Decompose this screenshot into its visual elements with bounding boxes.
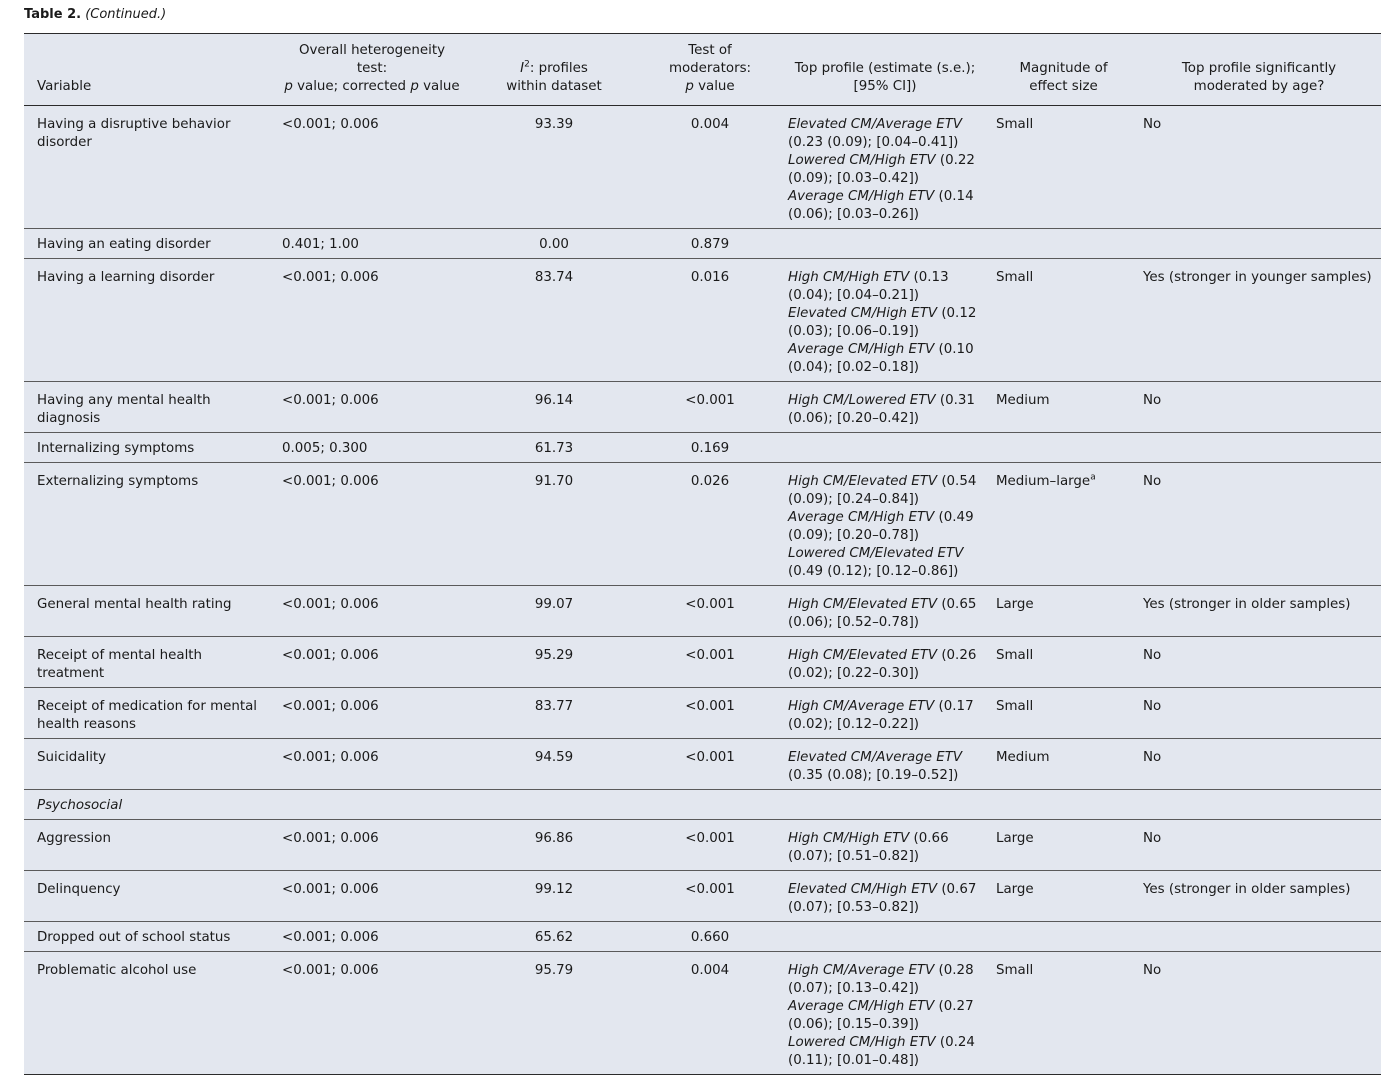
profile-entry	[788, 962, 984, 998]
cell-i2: 99.12	[534, 882, 574, 897]
header-magnitude: Magnitude of effect size	[1019, 61, 1108, 94]
header-heterogeneity: Overall heterogeneity test: p value; corrected p value	[284, 43, 460, 94]
profile-name: Lowered CM/Elevated ETV	[788, 546, 964, 561]
profile-name: High CM/Elevated ETV	[788, 474, 938, 489]
magnitude-value: Medium–large	[996, 474, 1091, 489]
cell-variable: Dropped out of school status	[37, 930, 231, 945]
cell-i2: 0.00	[539, 237, 569, 252]
cell-i2: 83.74	[534, 270, 574, 285]
profile-entry	[788, 749, 984, 785]
table-row	[24, 688, 1381, 739]
cell-magnitude	[990, 922, 1137, 952]
table-row	[24, 433, 1381, 463]
cell-i2: 65.62	[534, 930, 574, 945]
profile-estimate: (0.23 (0.09); [0.04–0.41])	[788, 135, 959, 150]
profile-name: Elevated CM/High ETV	[788, 882, 938, 897]
cell-top-profile	[780, 259, 990, 382]
cell-magnitude	[990, 433, 1137, 463]
header-moderators: Test of moderators: p value	[668, 43, 752, 94]
table-row	[24, 820, 1381, 871]
cell-heterogeneity: <0.001; 0.006	[282, 474, 379, 489]
profile-entry	[788, 830, 984, 866]
profile-estimate: (0.66 (0.07); [0.51–0.82])	[788, 831, 949, 864]
profile-estimate: (0.14 (0.06); [0.03–0.26])	[788, 189, 974, 222]
cell-variable: Having a learning disorder	[37, 270, 215, 285]
profile-entry	[788, 998, 984, 1034]
cell-moderators: 0.660	[690, 930, 730, 945]
table-row	[24, 586, 1381, 637]
profile-name: High CM/High ETV	[788, 270, 910, 285]
profile-estimate: (0.65 (0.06); [0.52–0.78])	[788, 597, 977, 630]
cell-i2: 95.29	[534, 648, 574, 663]
magnitude-value: Small	[996, 117, 1034, 132]
table-continued-note: (Continued.)	[85, 7, 167, 22]
magnitude-value: Large	[996, 882, 1034, 897]
table-row	[24, 739, 1381, 790]
cell-heterogeneity: <0.001; 0.006	[282, 648, 379, 663]
table-row	[24, 871, 1381, 922]
cell-top-profile	[780, 922, 990, 952]
table-caption	[24, 7, 166, 22]
cell-i2: 99.07	[534, 597, 574, 612]
cell-moderators: 0.004	[690, 117, 730, 132]
profile-name: Average CM/High ETV	[788, 342, 935, 357]
cell-i2: 61.73	[534, 441, 574, 456]
cell-variable: Suicidality	[37, 750, 107, 765]
cell-magnitude	[990, 229, 1137, 259]
profile-entry	[788, 116, 984, 152]
cell-age-moderation: Yes (stronger in younger samples)	[1143, 270, 1372, 285]
profile-name: High CM/Elevated ETV	[788, 597, 938, 612]
profile-entry	[788, 596, 984, 632]
cell-magnitude	[990, 739, 1137, 790]
profile-estimate: (0.12 (0.03); [0.06–0.19])	[788, 306, 977, 339]
cell-age-moderation: No	[1143, 117, 1162, 132]
header-age-moderation: Top profile significantly moderated by age?	[1181, 61, 1337, 94]
profile-estimate: (0.22 (0.09); [0.03–0.42])	[788, 153, 975, 186]
cell-top-profile	[780, 433, 990, 463]
cell-variable: Aggression	[37, 831, 111, 846]
section-row	[24, 790, 1381, 820]
cell-moderators: <0.001	[685, 831, 735, 846]
cell-magnitude	[990, 820, 1137, 871]
table-row	[24, 922, 1381, 952]
cell-age-moderation: No	[1143, 750, 1162, 765]
profile-name: High CM/Average ETV	[788, 963, 935, 978]
cell-moderators: <0.001	[685, 393, 735, 408]
cell-variable: Receipt of mental health treatment	[37, 648, 203, 681]
cell-top-profile	[780, 463, 990, 586]
cell-age-moderation	[1137, 922, 1381, 952]
profile-estimate: (0.17 (0.02); [0.12–0.22])	[788, 699, 974, 732]
results-table	[24, 33, 1381, 1075]
cell-age-moderation: No	[1143, 393, 1162, 408]
profile-estimate: (0.31 (0.06); [0.20–0.42])	[788, 393, 975, 426]
profile-name: High CM/High ETV	[788, 831, 910, 846]
cell-heterogeneity: <0.001; 0.006	[282, 930, 379, 945]
table-row	[24, 259, 1381, 382]
magnitude-value: Small	[996, 270, 1034, 285]
cell-moderators: 0.016	[690, 270, 730, 285]
cell-magnitude	[990, 637, 1137, 688]
table-row	[24, 229, 1381, 259]
cell-moderators: <0.001	[685, 699, 735, 714]
profile-estimate: (0.67 (0.07); [0.53–0.82])	[788, 882, 977, 915]
profile-estimate: (0.49 (0.12); [0.12–0.86])	[788, 564, 959, 579]
cell-variable: Problematic alcohol use	[37, 963, 197, 978]
cell-moderators: 0.169	[690, 441, 730, 456]
profile-entry	[788, 269, 984, 305]
table-body	[24, 106, 1381, 1075]
cell-age-moderation: No	[1143, 831, 1162, 846]
cell-heterogeneity: <0.001; 0.006	[282, 831, 379, 846]
cell-moderators: 0.879	[690, 237, 730, 252]
profile-name: Average CM/High ETV	[788, 510, 935, 525]
cell-i2: 94.59	[534, 750, 574, 765]
cell-heterogeneity: 0.005; 0.300	[282, 441, 368, 456]
table-row	[24, 637, 1381, 688]
profile-entry	[788, 392, 984, 428]
cell-variable: Having any mental health diagnosis	[37, 393, 211, 426]
cell-top-profile	[780, 382, 990, 433]
cell-i2: 96.14	[534, 393, 574, 408]
cell-magnitude	[990, 952, 1137, 1075]
profile-name: Lowered CM/High ETV	[788, 153, 936, 168]
cell-magnitude	[990, 871, 1137, 922]
cell-magnitude	[990, 106, 1137, 229]
cell-top-profile	[780, 106, 990, 229]
header-variable: Variable	[37, 79, 92, 94]
profile-name: Average CM/High ETV	[788, 999, 935, 1014]
profile-estimate: (0.35 (0.08); [0.19–0.52])	[788, 768, 959, 783]
profile-estimate: (0.13 (0.04); [0.04–0.21])	[788, 270, 949, 303]
cell-heterogeneity: <0.001; 0.006	[282, 963, 379, 978]
profile-name: Elevated CM/Average ETV	[788, 117, 963, 132]
header-top-profile: Top profile (estimate (s.e.); [95% CI])	[794, 61, 976, 94]
profile-estimate: (0.54 (0.09); [0.24–0.84])	[788, 474, 977, 507]
cell-top-profile	[780, 952, 990, 1075]
cell-moderators: 0.026	[690, 474, 730, 489]
profile-name: High CM/Elevated ETV	[788, 648, 938, 663]
magnitude-value: Large	[996, 597, 1034, 612]
cell-top-profile	[780, 688, 990, 739]
cell-moderators: <0.001	[685, 750, 735, 765]
profile-entry	[788, 545, 984, 581]
profile-estimate: (0.49 (0.09); [0.20–0.78])	[788, 510, 974, 543]
cell-variable: Internalizing symptoms	[37, 441, 195, 456]
cell-magnitude	[990, 688, 1137, 739]
profile-estimate: (0.10 (0.04); [0.02–0.18])	[788, 342, 974, 375]
cell-age-moderation: No	[1143, 699, 1162, 714]
profile-entry	[788, 188, 984, 224]
cell-variable: Externalizing symptoms	[37, 474, 199, 489]
magnitude-value: Small	[996, 699, 1034, 714]
header-i2: $I^2$: profiles within dataset	[506, 59, 602, 94]
cell-moderators: <0.001	[685, 882, 735, 897]
cell-age-moderation: Yes (stronger in older samples)	[1143, 882, 1351, 897]
magnitude-value: Medium	[996, 393, 1050, 408]
cell-heterogeneity: <0.001; 0.006	[282, 699, 379, 714]
section-label	[24, 790, 1381, 820]
cell-heterogeneity: <0.001; 0.006	[282, 393, 379, 408]
cell-heterogeneity: <0.001; 0.006	[282, 597, 379, 612]
cell-magnitude	[990, 463, 1137, 586]
cell-i2: 96.86	[534, 831, 574, 846]
magnitude-value: Small	[996, 963, 1034, 978]
cell-top-profile	[780, 637, 990, 688]
table-row	[24, 463, 1381, 586]
profile-entry	[788, 698, 984, 734]
cell-i2: 93.39	[534, 117, 574, 132]
magnitude-value: Small	[996, 648, 1034, 663]
profile-entry	[788, 881, 984, 917]
cell-magnitude	[990, 382, 1137, 433]
cell-moderators: <0.001	[685, 648, 735, 663]
cell-variable: General mental health rating	[37, 597, 232, 612]
profile-name: Average CM/High ETV	[788, 189, 935, 204]
cell-magnitude	[990, 586, 1137, 637]
cell-heterogeneity: <0.001; 0.006	[282, 270, 379, 285]
table-row	[24, 382, 1381, 433]
cell-variable: Having a disruptive behavior disorder	[37, 117, 231, 150]
cell-i2: 95.79	[534, 963, 574, 978]
table-header	[24, 34, 1381, 106]
profile-estimate: (0.26 (0.02); [0.22–0.30])	[788, 648, 977, 681]
cell-heterogeneity: <0.001; 0.006	[282, 882, 379, 897]
profile-name: Elevated CM/Average ETV	[788, 750, 963, 765]
profile-estimate: (0.24 (0.11); [0.01–0.48])	[788, 1035, 975, 1068]
magnitude-value: Medium	[996, 750, 1050, 765]
cell-top-profile	[780, 871, 990, 922]
profile-entry	[788, 473, 984, 509]
cell-age-moderation: No	[1143, 963, 1162, 978]
profile-entry	[788, 647, 984, 683]
cell-magnitude	[990, 259, 1137, 382]
profile-estimate: (0.27 (0.06); [0.15–0.39])	[788, 999, 974, 1032]
cell-variable: Receipt of medication for mental health reasons	[37, 699, 258, 732]
cell-heterogeneity: 0.401; 1.00	[282, 237, 359, 252]
table-label: Table 2.	[24, 7, 82, 22]
cell-age-moderation	[1137, 433, 1381, 463]
profile-name: Lowered CM/High ETV	[788, 1035, 936, 1050]
cell-heterogeneity: <0.001; 0.006	[282, 750, 379, 765]
cell-i2: 83.77	[534, 699, 574, 714]
cell-heterogeneity: <0.001; 0.006	[282, 117, 379, 132]
profile-entry	[788, 152, 984, 188]
cell-moderators: 0.004	[690, 963, 730, 978]
cell-i2: 91.70	[534, 474, 574, 489]
profile-name: Elevated CM/High ETV	[788, 306, 938, 321]
table-row	[24, 952, 1381, 1075]
cell-top-profile	[780, 739, 990, 790]
profile-entry	[788, 509, 984, 545]
cell-moderators: <0.001	[685, 597, 735, 612]
profile-entry	[788, 305, 984, 341]
section-title: Psychosocial	[37, 798, 123, 813]
profile-entry	[788, 341, 984, 377]
profile-name: High CM/Lowered ETV	[788, 393, 936, 408]
table-row	[24, 106, 1381, 229]
cell-age-moderation	[1137, 229, 1381, 259]
profile-entry	[788, 1034, 984, 1070]
cell-top-profile	[780, 586, 990, 637]
cell-top-profile	[780, 820, 990, 871]
magnitude-footnote-mark: a	[1090, 472, 1096, 483]
profile-estimate: (0.28 (0.07); [0.13–0.42])	[788, 963, 974, 996]
cell-variable: Delinquency	[37, 882, 121, 897]
cell-age-moderation: No	[1143, 474, 1162, 489]
magnitude-value: Large	[996, 831, 1034, 846]
profile-name: High CM/Average ETV	[788, 699, 935, 714]
cell-top-profile	[780, 229, 990, 259]
cell-age-moderation: Yes (stronger in older samples)	[1143, 597, 1351, 612]
cell-variable: Having an eating disorder	[37, 237, 211, 252]
cell-age-moderation: No	[1143, 648, 1162, 663]
